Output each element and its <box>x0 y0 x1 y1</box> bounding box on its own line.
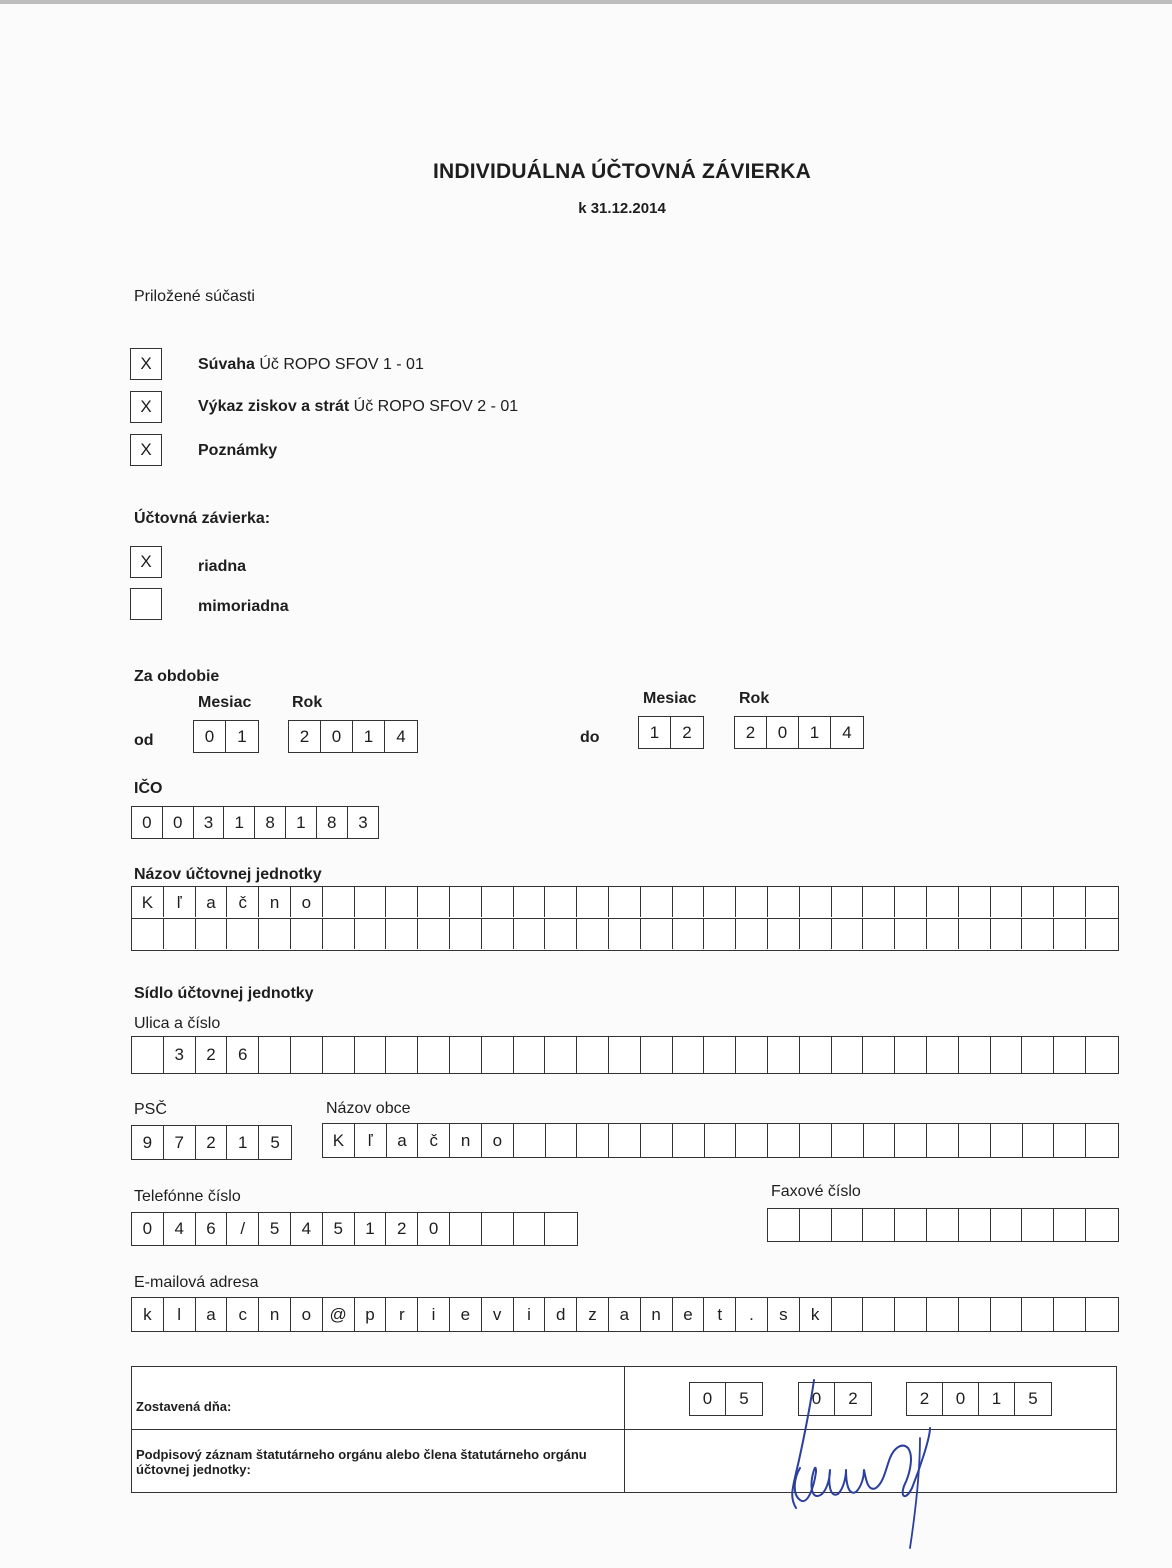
char-cell: z <box>577 1298 609 1331</box>
char-cell <box>482 887 514 917</box>
email-label: E-mailová adresa <box>134 1274 259 1291</box>
char-cell <box>832 919 864 949</box>
char-cell <box>227 919 259 949</box>
char-cell <box>863 919 895 949</box>
char-cell: l <box>164 1298 196 1331</box>
char-cell <box>609 1124 641 1157</box>
statement-option-regular: riadna <box>198 558 247 575</box>
char-cell: o <box>291 1298 323 1331</box>
char-cell <box>927 1124 959 1157</box>
from-month-field[interactable] <box>193 720 259 753</box>
fax-field[interactable] <box>767 1208 1119 1242</box>
compiled-month-digit: 0 <box>799 1383 835 1415</box>
ico-digit: 1 <box>286 807 317 838</box>
char-cell <box>609 887 641 917</box>
char-cell <box>514 1213 546 1245</box>
char-cell: t <box>704 1298 736 1331</box>
entity-name-row-1[interactable] <box>131 886 1119 919</box>
char-cell: 0 <box>132 1213 164 1245</box>
char-cell <box>927 887 959 917</box>
period-label: Za obdobie <box>134 668 220 685</box>
from-year-digit: 0 <box>321 721 353 752</box>
char-cell: ľ <box>164 887 196 917</box>
char-cell <box>259 1037 291 1073</box>
from-label: od <box>134 732 154 749</box>
char-cell <box>1054 1298 1086 1331</box>
compiled-day-digit: 5 <box>739 1389 749 1408</box>
to-month-label: Mesiac <box>643 690 697 707</box>
char-cell: 1 <box>355 1213 387 1245</box>
char-cell <box>577 887 609 917</box>
char-cell <box>895 919 927 949</box>
from-month-digit: 0 <box>194 721 226 752</box>
town-label: Názov obce <box>326 1100 411 1117</box>
street-field[interactable] <box>131 1036 1119 1074</box>
to-month-digit: 2 <box>682 723 692 742</box>
entity-name-label: Názov účtovnej jednotky <box>134 866 322 883</box>
char-cell <box>514 1037 546 1073</box>
char-cell <box>545 887 577 917</box>
char-cell <box>1022 919 1054 949</box>
char-cell <box>1054 919 1086 949</box>
statement-type-label: Účtovná závierka: <box>134 510 271 527</box>
char-cell <box>482 919 514 949</box>
char-cell: n <box>259 887 291 917</box>
char-cell <box>355 887 387 917</box>
char-cell <box>291 1037 323 1073</box>
char-cell: 0 <box>418 1213 450 1245</box>
char-cell <box>927 1209 959 1241</box>
attachment-label-notes: Poznámky <box>198 442 278 459</box>
attachments-label: Priložené súčasti <box>134 288 255 305</box>
char-cell <box>705 1124 737 1157</box>
char-cell <box>386 919 418 949</box>
char-cell <box>895 887 927 917</box>
char-cell: @ <box>323 1298 355 1331</box>
char-cell <box>545 1213 577 1245</box>
char-cell: 4 <box>291 1213 323 1245</box>
char-cell <box>514 887 546 917</box>
char-cell <box>641 887 673 917</box>
phone-label: Telefónne číslo <box>134 1188 241 1205</box>
from-month-digit: 1 <box>237 727 247 746</box>
street-label: Ulica a číslo <box>134 1015 221 1032</box>
char-cell <box>577 1037 609 1073</box>
char-cell <box>673 919 705 949</box>
char-cell <box>196 919 228 949</box>
char-cell: r <box>386 1298 418 1331</box>
char-cell: n <box>259 1298 291 1331</box>
char-cell: 7 <box>164 1126 196 1159</box>
char-cell <box>863 887 895 917</box>
char-cell <box>991 1298 1023 1331</box>
char-cell <box>832 1298 864 1331</box>
to-year-digit: 4 <box>842 723 852 742</box>
char-cell: c <box>227 1298 259 1331</box>
char-cell <box>450 919 482 949</box>
char-cell: n <box>641 1298 673 1331</box>
char-cell <box>927 1037 959 1073</box>
char-cell <box>832 1037 864 1073</box>
char-cell <box>132 919 164 949</box>
compiled-day-field[interactable] <box>689 1382 763 1416</box>
form-title: INDIVIDUÁLNA ÚČTOVNÁ ZÁVIERKA <box>433 160 811 183</box>
char-cell <box>863 1209 895 1241</box>
char-cell <box>1022 887 1054 917</box>
to-month-field[interactable] <box>638 716 704 749</box>
to-year-label: Rok <box>739 690 770 707</box>
char-cell <box>704 919 736 949</box>
char-cell <box>1054 1209 1086 1241</box>
char-cell: a <box>609 1298 641 1331</box>
char-cell <box>800 1124 832 1157</box>
char-cell: 4 <box>164 1213 196 1245</box>
char-cell <box>1022 1037 1054 1073</box>
char-cell <box>1086 1037 1118 1073</box>
compiled-year-digit: 5 <box>1028 1389 1038 1408</box>
char-cell: o <box>291 887 323 917</box>
char-cell <box>1022 1209 1054 1241</box>
char-cell <box>641 919 673 949</box>
char-cell: d <box>545 1298 577 1331</box>
char-cell <box>450 1037 482 1073</box>
char-cell <box>768 1037 800 1073</box>
char-cell <box>991 887 1023 917</box>
char-cell <box>736 887 768 917</box>
char-cell: a <box>387 1124 419 1157</box>
char-cell: a <box>196 1298 228 1331</box>
char-cell: o <box>482 1124 514 1157</box>
char-cell <box>927 1298 959 1331</box>
char-cell: e <box>450 1298 482 1331</box>
char-cell <box>609 1037 641 1073</box>
from-year-label: Rok <box>292 694 323 711</box>
char-cell <box>832 1209 864 1241</box>
char-cell <box>927 919 959 949</box>
char-cell <box>1022 1298 1054 1331</box>
char-cell <box>673 887 705 917</box>
char-cell: 6 <box>227 1037 259 1073</box>
char-cell <box>259 919 291 949</box>
char-cell <box>418 887 450 917</box>
ico-label: IČO <box>134 780 163 797</box>
ico-field[interactable] <box>131 806 379 839</box>
attachment-checkbox-profit-loss[interactable]: X <box>130 391 162 423</box>
char-cell <box>895 1209 927 1241</box>
char-cell <box>832 887 864 917</box>
char-cell: k <box>132 1298 164 1331</box>
char-cell: 1 <box>227 1126 259 1159</box>
char-cell <box>545 919 577 949</box>
char-cell <box>450 1213 482 1245</box>
char-cell <box>673 1124 705 1157</box>
ico-digit: 0 <box>132 807 163 838</box>
char-cell <box>768 887 800 917</box>
char-cell <box>1054 1037 1086 1073</box>
char-cell <box>832 1124 864 1157</box>
char-cell: a <box>196 887 228 917</box>
handwritten-signature <box>770 1368 960 1568</box>
char-cell <box>800 919 832 949</box>
statement-checkbox-extraordinary[interactable] <box>130 588 162 620</box>
char-cell: n <box>450 1124 482 1157</box>
char-cell: v <box>482 1298 514 1331</box>
to-year-digit: 2 <box>735 717 767 748</box>
char-cell <box>577 919 609 949</box>
char-cell <box>514 919 546 949</box>
char-cell: K <box>323 1124 355 1157</box>
char-cell <box>959 887 991 917</box>
char-cell: k <box>800 1298 832 1331</box>
to-year-field[interactable] <box>734 716 864 749</box>
char-cell: č <box>418 1124 450 1157</box>
compiled-year-digit: 1 <box>979 1383 1015 1415</box>
compiled-label: Zostavená dňa: <box>136 1399 232 1414</box>
char-cell <box>800 1209 832 1241</box>
char-cell <box>1086 1209 1118 1241</box>
char-cell: 2 <box>386 1213 418 1245</box>
char-cell: / <box>227 1213 259 1245</box>
psc-field[interactable] <box>131 1125 292 1160</box>
from-year-digit: 4 <box>396 727 406 746</box>
compiled-day-digit: 0 <box>690 1383 726 1415</box>
char-cell <box>386 1037 418 1073</box>
char-cell <box>450 887 482 917</box>
char-cell <box>1023 1124 1055 1157</box>
char-cell: . <box>736 1298 768 1331</box>
char-cell <box>1054 1124 1086 1157</box>
attachment-checkbox-notes[interactable]: X <box>130 434 162 466</box>
town-field[interactable] <box>322 1123 1119 1158</box>
attachment-checkbox-balance[interactable]: X <box>130 348 162 380</box>
compiled-month-digit: 2 <box>848 1389 858 1408</box>
report-date: k 31.12.2014 <box>578 200 666 217</box>
char-cell <box>736 1037 768 1073</box>
compiled-year-digit: 0 <box>943 1383 979 1415</box>
char-cell <box>323 887 355 917</box>
char-cell <box>991 919 1023 949</box>
char-cell: č <box>227 887 259 917</box>
char-cell: ľ <box>355 1124 387 1157</box>
from-year-digit: 1 <box>353 721 385 752</box>
char-cell <box>895 1298 927 1331</box>
char-cell <box>959 919 991 949</box>
char-cell <box>863 1037 895 1073</box>
char-cell <box>991 1209 1023 1241</box>
char-cell: 2 <box>196 1126 228 1159</box>
to-label: do <box>580 729 600 746</box>
fax-label: Faxové číslo <box>771 1183 861 1200</box>
char-cell <box>132 1037 164 1073</box>
ico-digit: 3 <box>358 813 368 832</box>
char-cell <box>355 1037 387 1073</box>
char-cell <box>577 1124 609 1157</box>
char-cell <box>800 1037 832 1073</box>
char-cell <box>641 1124 673 1157</box>
char-cell <box>545 1037 577 1073</box>
ico-digit: 3 <box>194 807 225 838</box>
char-cell: 5 <box>323 1213 355 1245</box>
char-cell <box>895 1037 927 1073</box>
char-cell <box>1086 887 1118 917</box>
char-cell <box>736 1124 768 1157</box>
char-cell: 5 <box>270 1133 280 1152</box>
char-cell <box>418 919 450 949</box>
table-divider-horizontal <box>132 1429 1116 1430</box>
seat-label: Sídlo účtovnej jednotky <box>134 985 314 1002</box>
char-cell <box>991 1124 1023 1157</box>
from-year-field[interactable] <box>288 720 418 753</box>
ico-digit: 0 <box>163 807 194 838</box>
char-cell <box>991 1037 1023 1073</box>
ico-digit: 8 <box>317 807 348 838</box>
char-cell <box>768 1209 800 1241</box>
char-cell <box>864 1124 896 1157</box>
char-cell <box>482 1037 514 1073</box>
char-cell <box>704 887 736 917</box>
signature-label: Podpisový záznam štatutárneho orgánu alebo člena štatutárneho orgánu účtovnej jednotky: <box>136 1447 587 1477</box>
statement-checkbox-regular[interactable]: X <box>130 546 162 578</box>
compiled-year-digit: 2 <box>907 1383 943 1415</box>
char-cell: i <box>418 1298 450 1331</box>
ico-digit: 8 <box>255 807 286 838</box>
entity-name-row-2[interactable] <box>131 918 1119 951</box>
char-cell: 6 <box>196 1213 228 1245</box>
to-year-digit: 0 <box>767 717 799 748</box>
char-cell: K <box>132 887 164 917</box>
char-cell <box>704 1037 736 1073</box>
from-year-digit: 2 <box>289 721 321 752</box>
char-cell: p <box>355 1298 387 1331</box>
char-cell <box>959 1298 991 1331</box>
char-cell <box>863 1298 895 1331</box>
char-cell <box>418 1037 450 1073</box>
scan-top-edge <box>0 0 1172 4</box>
char-cell <box>355 919 387 949</box>
char-cell <box>323 1037 355 1073</box>
from-month-label: Mesiac <box>198 694 252 711</box>
char-cell <box>323 919 355 949</box>
char-cell <box>164 919 196 949</box>
char-cell: i <box>514 1298 546 1331</box>
char-cell <box>291 919 323 949</box>
char-cell <box>386 887 418 917</box>
char-cell: s <box>768 1298 800 1331</box>
char-cell <box>546 1124 578 1157</box>
to-month-digit: 1 <box>639 717 671 748</box>
char-cell <box>1086 1124 1118 1157</box>
char-cell <box>609 919 641 949</box>
char-cell <box>768 1124 800 1157</box>
statement-option-extraordinary: mimoriadna <box>198 598 289 615</box>
char-cell <box>1086 919 1118 949</box>
char-cell: 3 <box>164 1037 196 1073</box>
char-cell <box>1054 887 1086 917</box>
ico-digit: 1 <box>224 807 255 838</box>
char-cell <box>800 887 832 917</box>
char-cell <box>673 1037 705 1073</box>
psc-label: PSČ <box>134 1101 167 1118</box>
char-cell <box>1086 1298 1118 1331</box>
attachment-label-profit-loss: Výkaz ziskov a strát Úč ROPO SFOV 2 - 01 <box>198 398 519 415</box>
phone-field[interactable] <box>131 1212 578 1246</box>
email-field[interactable] <box>131 1297 1119 1332</box>
char-cell <box>895 1124 927 1157</box>
attachment-label-balance: Súvaha Úč ROPO SFOV 1 - 01 <box>198 356 424 373</box>
char-cell <box>736 919 768 949</box>
char-cell <box>768 919 800 949</box>
char-cell <box>641 1037 673 1073</box>
char-cell: 5 <box>259 1213 291 1245</box>
char-cell <box>959 1209 991 1241</box>
char-cell: 2 <box>196 1037 228 1073</box>
to-year-digit: 1 <box>799 717 831 748</box>
char-cell: e <box>673 1298 705 1331</box>
char-cell <box>959 1124 991 1157</box>
char-cell <box>959 1037 991 1073</box>
char-cell <box>482 1213 514 1245</box>
char-cell: 9 <box>132 1126 164 1159</box>
char-cell <box>514 1124 546 1157</box>
